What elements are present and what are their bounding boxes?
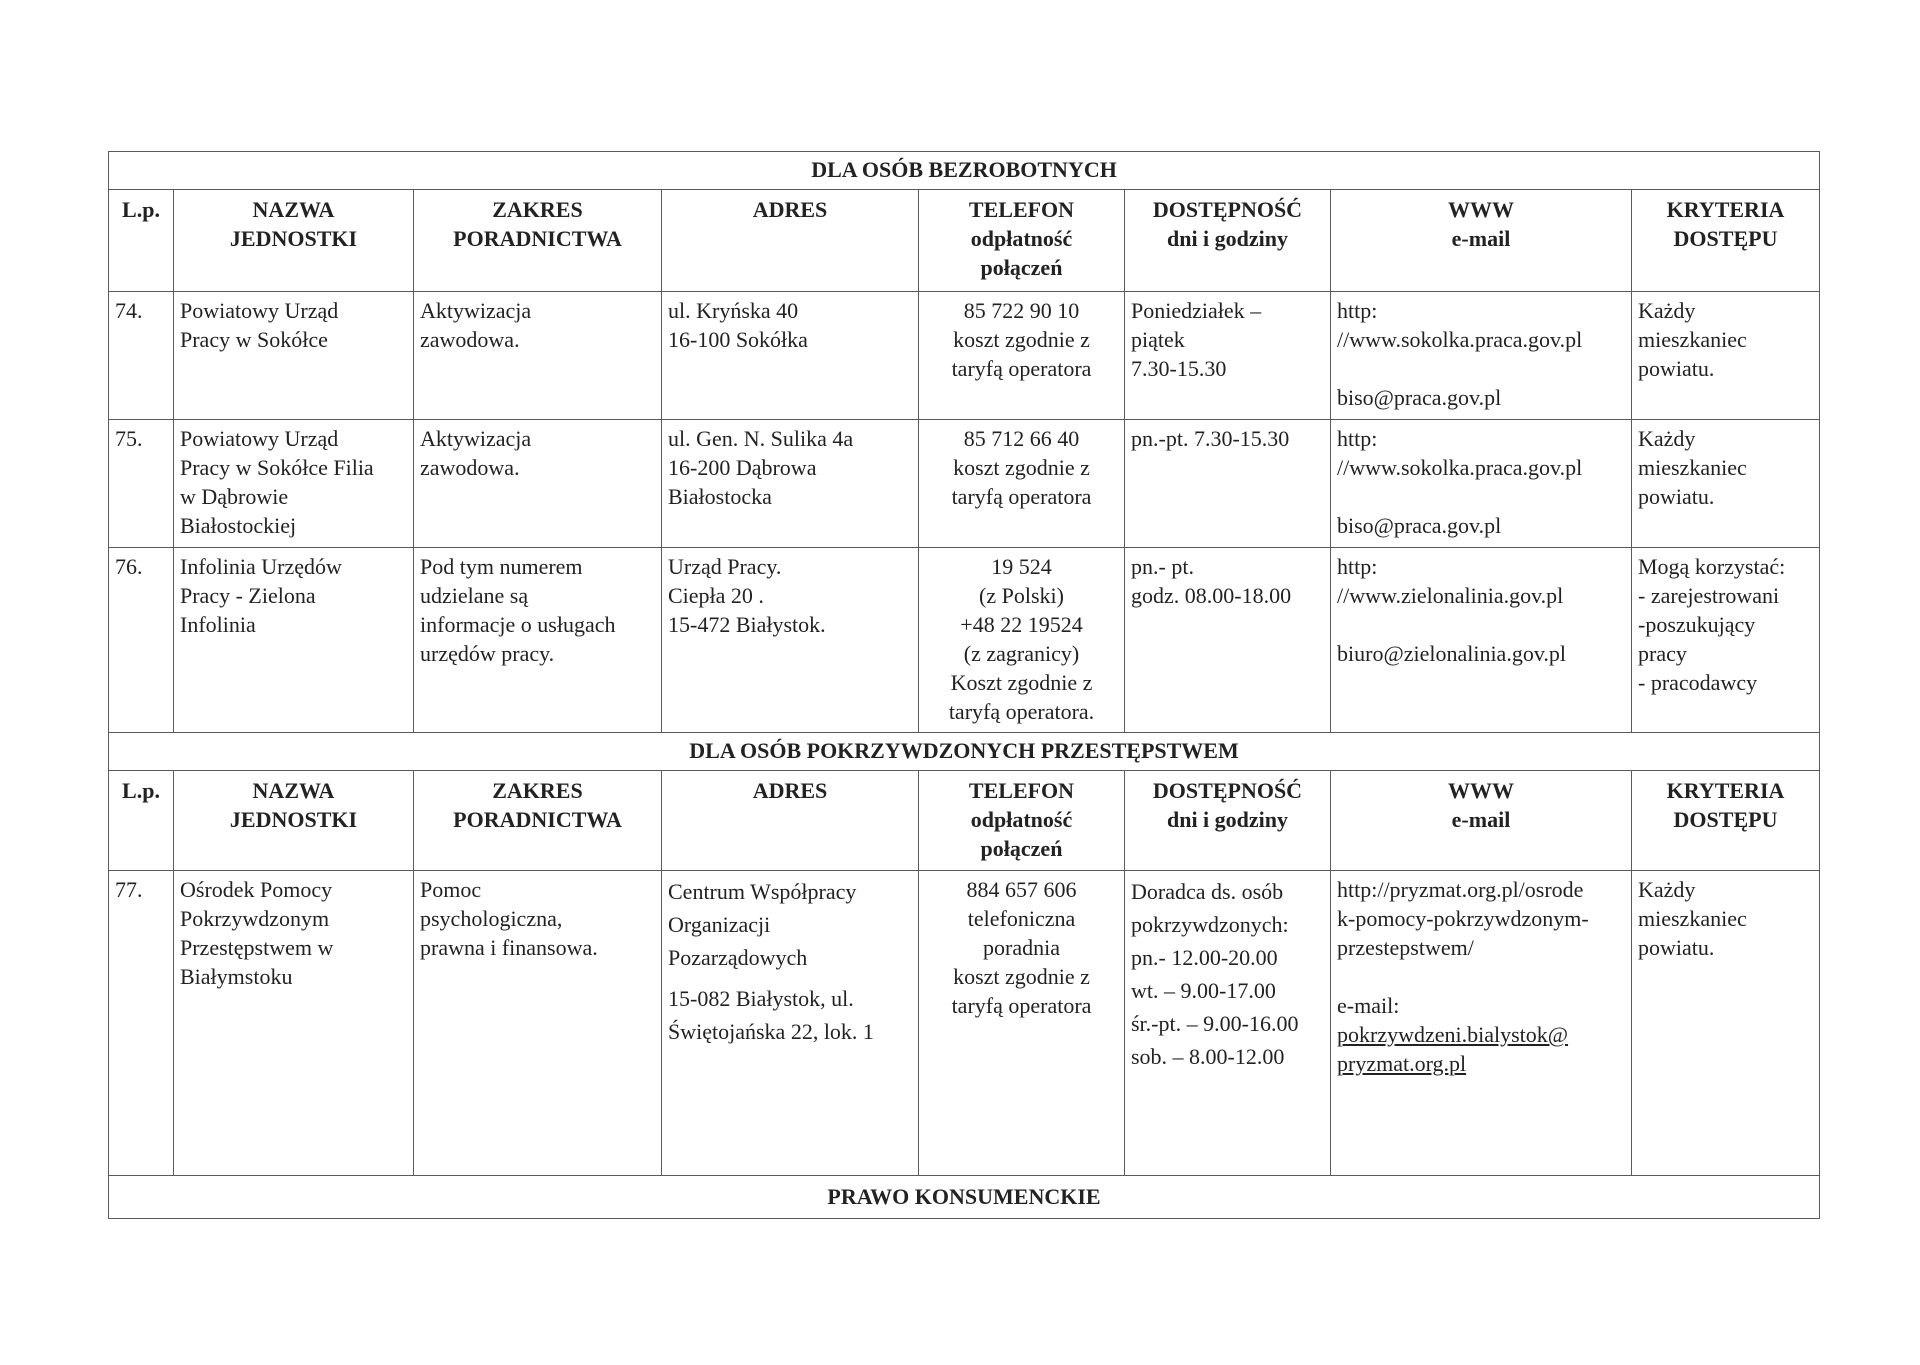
email-label: e-mail:	[1337, 993, 1400, 1018]
header-phone: TELEFON odpłatność połączeń	[919, 190, 1125, 292]
email-link[interactable]: pokrzywdzeni.bialystok@ pryzmat.org.pl	[1337, 1022, 1569, 1076]
row-number: 77.	[109, 871, 174, 1176]
counseling-scope: Aktywizacja zawodowa.	[414, 420, 662, 548]
counseling-scope: Pomoc psychologiczna, prawna i finansowa.	[414, 871, 662, 1176]
section-title-victims: DLA OSÓB POKRZYWDZONYCH PRZESTĘPSTWEM	[109, 733, 1820, 771]
header-availability: DOSTĘPNOŚĆ dni i godziny	[1125, 771, 1331, 871]
phone: 884 657 606 telefoniczna poradnia koszt zgodnie z taryfą operatora	[919, 871, 1125, 1176]
header-availability: DOSTĘPNOŚĆ dni i godziny	[1125, 190, 1331, 292]
section-header-row	[109, 152, 1820, 190]
email-link[interactable]: biso@praca.gov.pl	[1337, 513, 1502, 538]
phone: 19 524 (z Polski) +48 22 19524 (z zagranicy) Koszt zgodnie z taryfą operatora.	[919, 548, 1125, 733]
section-title-consumer: PRAWO KONSUMENCKIE	[109, 1176, 1820, 1219]
availability: pn.- pt. godz. 08.00-18.00	[1125, 548, 1331, 733]
table-row	[109, 871, 1820, 1176]
counseling-scope: Aktywizacja zawodowa.	[414, 292, 662, 420]
header-scope: ZAKRES PORADNICTWA	[414, 190, 662, 292]
counseling-table	[108, 151, 1820, 1219]
www-email-cell	[1331, 871, 1632, 1176]
phone: 85 722 90 10 koszt zgodnie z taryfą operatora	[919, 292, 1125, 420]
row-number: 76.	[109, 548, 174, 733]
row-number: 74.	[109, 292, 174, 420]
section-title-unemployed: DLA OSÓB BEZROBOTNYCH	[109, 152, 1820, 190]
header-address: ADRES	[662, 190, 919, 292]
availability: pn.-pt. 7.30-15.30	[1125, 420, 1331, 548]
availability: Poniedziałek – piątek 7.30-15.30	[1125, 292, 1331, 420]
access-criteria: Mogą korzystać: - zarejestrowani -poszukujący pracy - pracodawcy	[1632, 548, 1820, 733]
unit-name: Powiatowy Urząd Pracy w Sokółce	[174, 292, 414, 420]
header-lp: L.p.	[109, 190, 174, 292]
address-organization: Centrum Współpracy Organizacji Pozarządowych	[668, 879, 857, 970]
website-link[interactable]: http: //www.sokolka.praca.gov.pl	[1337, 426, 1583, 480]
address: ul. Gen. N. Sulika 4a 16-200 Dąbrowa Białostocka	[662, 420, 919, 548]
header-criteria: KRYTERIA DOSTĘPU	[1632, 771, 1820, 871]
email-link[interactable]: biuro@zielonalinia.gov.pl	[1337, 641, 1567, 666]
website-link[interactable]: http://pryzmat.org.pl/osrode k-pomocy-pokrzywdzonym- przestepstwem/	[1337, 877, 1589, 960]
www-email-cell	[1331, 420, 1632, 548]
column-header-row	[109, 771, 1820, 871]
header-scope: ZAKRES PORADNICTWA	[414, 771, 662, 871]
table-row	[109, 548, 1820, 733]
row-number: 75.	[109, 420, 174, 548]
unit-name: Infolinia Urzędów Pracy - Zielona Infolinia	[174, 548, 414, 733]
email-link[interactable]: biso@praca.gov.pl	[1337, 385, 1502, 410]
header-name: NAZWA JEDNOSTKI	[174, 771, 414, 871]
address-cell	[662, 871, 919, 1176]
unit-name: Ośrodek Pomocy Pokrzywdzonym Przestępstwem w Białymstoku	[174, 871, 414, 1176]
header-address: ADRES	[662, 771, 919, 871]
table-row	[109, 292, 1820, 420]
header-www: WWW e-mail	[1331, 190, 1632, 292]
website-link[interactable]: http: //www.sokolka.praca.gov.pl	[1337, 298, 1583, 352]
header-lp: L.p.	[109, 771, 174, 871]
unit-name: Powiatowy Urząd Pracy w Sokółce Filia w Dąbrowie Białostockiej	[174, 420, 414, 548]
address-street: 15-082 Białystok, ul. Świętojańska 22, lok. 1	[668, 986, 874, 1044]
header-name: NAZWA JEDNOSTKI	[174, 190, 414, 292]
section-header-row	[109, 1176, 1820, 1219]
www-email-cell	[1331, 548, 1632, 733]
access-criteria: Każdy mieszkaniec powiatu.	[1632, 292, 1820, 420]
address: Urząd Pracy. Ciepła 20 . 15-472 Białystok.	[662, 548, 919, 733]
header-criteria: KRYTERIA DOSTĘPU	[1632, 190, 1820, 292]
access-criteria: Każdy mieszkaniec powiatu.	[1632, 420, 1820, 548]
header-phone: TELEFON odpłatność połączeń	[919, 771, 1125, 871]
header-www: WWW e-mail	[1331, 771, 1632, 871]
section-header-row	[109, 733, 1820, 771]
access-criteria: Każdy mieszkaniec powiatu.	[1632, 871, 1820, 1176]
www-email-cell	[1331, 292, 1632, 420]
phone: 85 712 66 40 koszt zgodnie z taryfą operatora	[919, 420, 1125, 548]
counseling-scope: Pod tym numerem udzielane są informacje o usługach urzędów pracy.	[414, 548, 662, 733]
website-link[interactable]: http: //www.zielonalinia.gov.pl	[1337, 554, 1564, 608]
column-header-row	[109, 190, 1820, 292]
address: ul. Kryńska 40 16-100 Sokółka	[662, 292, 919, 420]
table-row	[109, 420, 1820, 548]
availability: Doradca ds. osób pokrzywdzonych: pn.- 12.00-20.00 wt. – 9.00-17.00 śr.-pt. – 9.00-16.00 sob. – 8.00-12.00	[1125, 871, 1331, 1176]
